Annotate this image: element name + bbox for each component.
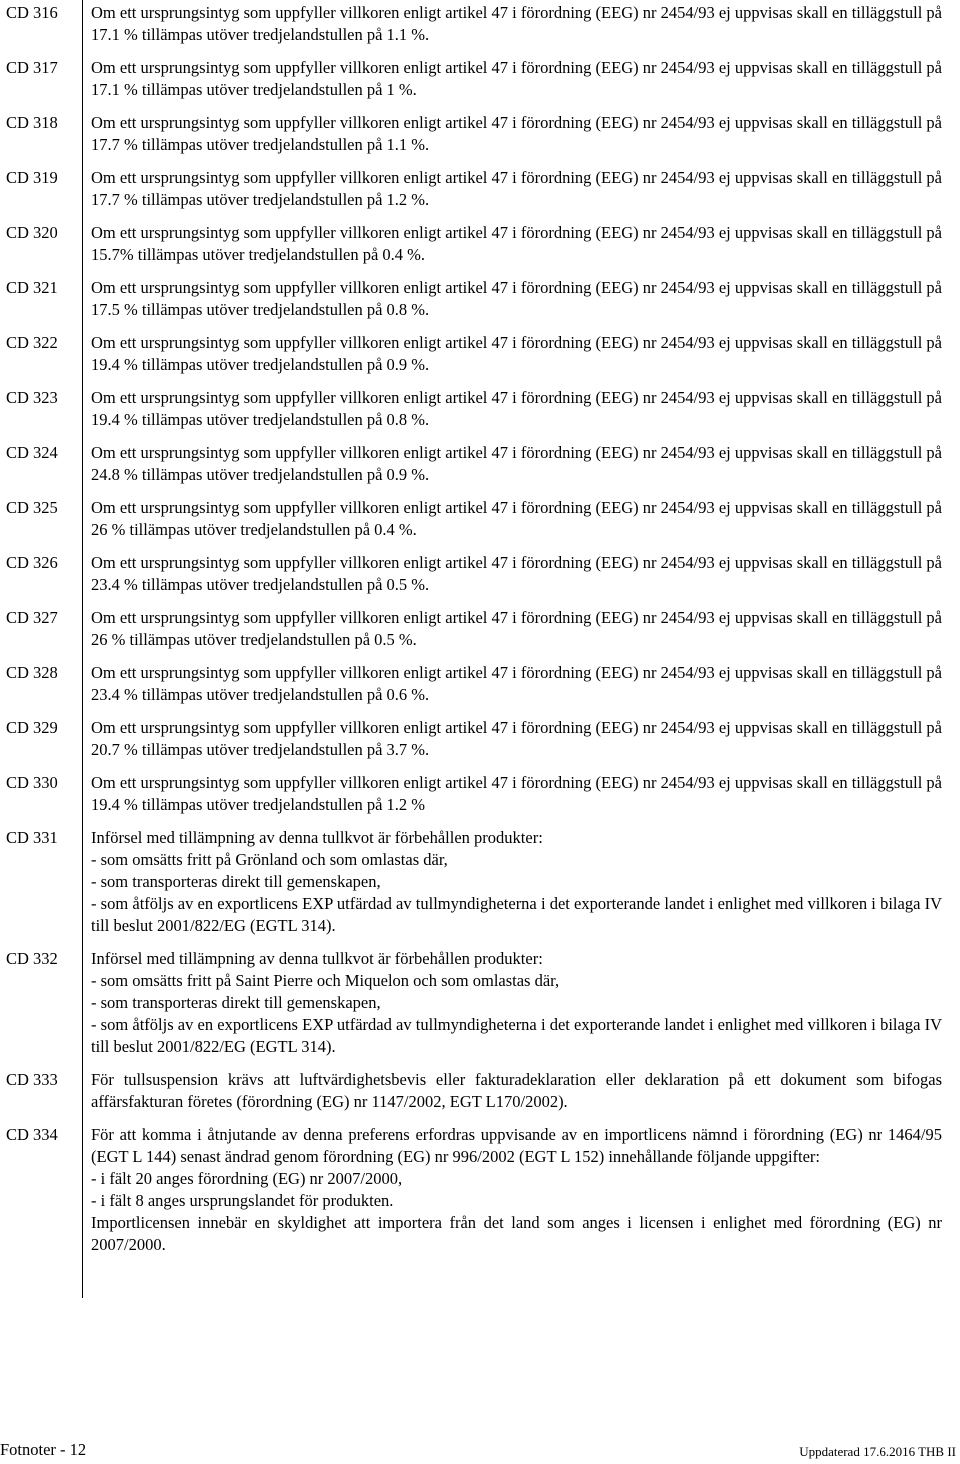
- table-row: [0, 772, 960, 816]
- footnote-text-line: Om ett ursprungsintyg som uppfyller villkoren enligt artikel 47 i förordning (EEG) nr 2454/93 ej uppvisas skall en tilläggstull på 24.8 % tillämpas utöver tredjelandstullen på 0.9 %.: [91, 443, 942, 484]
- footnote-text: [82, 222, 942, 266]
- footnote-text: [82, 2, 942, 46]
- page-label: Fotnoter - 12: [0, 1440, 87, 1459]
- footnote-text: [82, 772, 942, 816]
- footnote-text-line: - som omsätts fritt på Grönland och som omlastas där,: [91, 850, 448, 869]
- table-row: [0, 2, 960, 46]
- footnote-text: [82, 387, 942, 431]
- footnote-text-line: Om ett ursprungsintyg som uppfyller villkoren enligt artikel 47 i förordning (EEG) nr 2454/93 ej uppvisas skall en tilläggstull på 20.7 % tillämpas utöver tredjelandstullen på 3.7 %.: [91, 718, 942, 759]
- footnote-text-line: - som transporteras direkt till gemenskapen,: [91, 872, 381, 891]
- footnote-code: CD 317: [6, 58, 58, 77]
- footnote-text: [82, 277, 942, 321]
- updated-date: Uppdaterad 17.6.2016 THB II: [799, 1444, 956, 1459]
- footnote-code: CD 326: [6, 553, 58, 572]
- footnote-code: CD 322: [6, 333, 58, 352]
- footnote-text-line: Importlicensen innebär en skyldighet att importera från det land som anges i licensen i enlighet med förordning (EG) nr 2007/2000.: [91, 1213, 942, 1254]
- table-row: [0, 607, 960, 651]
- footnote-text-line: Om ett ursprungsintyg som uppfyller villkoren enligt artikel 47 i förordning (EEG) nr 2454/93 ej uppvisas skall en tilläggstull på 17.1 % tillämpas utöver tredjelandstullen på 1.1 %.: [91, 3, 942, 44]
- footnote-text: [82, 442, 942, 486]
- footnote-code: CD 333: [6, 1070, 58, 1089]
- footnote-text: [82, 552, 942, 596]
- footnote-text-line: - som transporteras direkt till gemenskapen,: [91, 993, 381, 1012]
- footnote-text-line: - som omsätts fritt på Saint Pierre och Miquelon och som omlastas där,: [91, 971, 560, 990]
- footnote-text-line: Om ett ursprungsintyg som uppfyller villkoren enligt artikel 47 i förordning (EEG) nr 2454/93 ej uppvisas skall en tilläggstull på 17.5 % tillämpas utöver tredjelandstullen på 0.8 %.: [91, 278, 942, 319]
- footnote-code: CD 332: [6, 949, 58, 968]
- table-row: [0, 497, 960, 541]
- footnote-text-line: - i fält 8 anges ursprungslandet för produkten.: [91, 1191, 394, 1210]
- footnote-code: CD 321: [6, 278, 58, 297]
- footnote-text: [82, 1069, 942, 1113]
- footnote-text: [82, 827, 942, 937]
- footnote-code: CD 318: [6, 113, 58, 132]
- table-row: [0, 1124, 960, 1256]
- footnote-code: CD 328: [6, 663, 58, 682]
- footnote-text-line: Om ett ursprungsintyg som uppfyller villkoren enligt artikel 47 i förordning (EEG) nr 2454/93 ej uppvisas skall en tilläggstull på 23.4 % tillämpas utöver tredjelandstullen på 0.6 %.: [91, 663, 942, 704]
- footnote-text-line: För att komma i åtnjutande av denna preferens erfordras uppvisande av en importlicens nämnd i förordning (EG) nr 1464/95 (EGT L 144) senast ändrad genom förordning (EG) nr 996/2002 (EGT L 152) innehållande följande uppgifter:: [91, 1125, 942, 1166]
- table-row: [0, 277, 960, 321]
- table-row: [0, 442, 960, 486]
- footnote-text-line: Om ett ursprungsintyg som uppfyller villkoren enligt artikel 47 i förordning (EEG) nr 2454/93 ej uppvisas skall en tilläggstull på 15.7% tillämpas utöver tredjelandstullen på 0.4 %.: [91, 223, 942, 264]
- table-row: [0, 552, 960, 596]
- footnote-code: CD 320: [6, 223, 58, 242]
- table-row: [0, 827, 960, 937]
- footnote-text-line: Om ett ursprungsintyg som uppfyller villkoren enligt artikel 47 i förordning (EEG) nr 2454/93 ej uppvisas skall en tilläggstull på 19.4 % tillämpas utöver tredjelandstullen på 0.9 %.: [91, 333, 942, 374]
- footnote-text: [82, 332, 942, 376]
- footnote-text: [82, 662, 942, 706]
- footnote-text-line: - som åtföljs av en exportlicens EXP utfärdad av tullmyndigheterna i det exporterande landet i enlighet med villkoren i bilaga IV till beslut 2001/822/EG (EGTL 314).: [91, 1015, 942, 1056]
- footnote-text-line: Om ett ursprungsintyg som uppfyller villkoren enligt artikel 47 i förordning (EEG) nr 2454/93 ej uppvisas skall en tilläggstull på 19.4 % tillämpas utöver tredjelandstullen på 1.2 %: [91, 773, 942, 814]
- table-row: [0, 222, 960, 266]
- footnote-text: [82, 167, 942, 211]
- footnote-code: CD 316: [6, 3, 58, 22]
- footnote-text-line: Införsel med tillämpning av denna tullkvot är förbehållen produkter:: [91, 949, 543, 968]
- footnote-text-line: Om ett ursprungsintyg som uppfyller villkoren enligt artikel 47 i förordning (EEG) nr 2454/93 ej uppvisas skall en tilläggstull på 26 % tillämpas utöver tredjelandstullen på 0.4 %.: [91, 498, 942, 539]
- footnote-text-line: Om ett ursprungsintyg som uppfyller villkoren enligt artikel 47 i förordning (EEG) nr 2454/93 ej uppvisas skall en tilläggstull på 17.7 % tillämpas utöver tredjelandstullen på 1.1 %.: [91, 113, 942, 154]
- footnote-code: CD 324: [6, 443, 58, 462]
- table-row: [0, 1069, 960, 1113]
- footnote-code: CD 323: [6, 388, 58, 407]
- footnote-code: CD 329: [6, 718, 58, 737]
- footnote-text-line: - i fält 20 anges förordning (EG) nr 2007/2000,: [91, 1169, 403, 1188]
- footnote-text-line: Införsel med tillämpning av denna tullkvot är förbehållen produkter:: [91, 828, 543, 847]
- footnote-text-line: Om ett ursprungsintyg som uppfyller villkoren enligt artikel 47 i förordning (EEG) nr 2454/93 ej uppvisas skall en tilläggstull på 23.4 % tillämpas utöver tredjelandstullen på 0.5 %.: [91, 553, 942, 594]
- footnote-code: CD 325: [6, 498, 58, 517]
- table-row: [0, 717, 960, 761]
- footnote-code: CD 331: [6, 828, 58, 847]
- footnote-code: CD 334: [6, 1125, 58, 1144]
- footnote-text: [82, 1124, 942, 1256]
- table-row: [0, 387, 960, 431]
- table-row: [0, 167, 960, 211]
- footnote-text: [82, 57, 942, 101]
- footnote-text-line: Om ett ursprungsintyg som uppfyller villkoren enligt artikel 47 i förordning (EEG) nr 2454/93 ej uppvisas skall en tilläggstull på 17.1 % tillämpas utöver tredjelandstullen på 1 %.: [91, 58, 942, 99]
- table-row: [0, 332, 960, 376]
- footnote-text: [82, 948, 942, 1058]
- footnote-text: [82, 607, 942, 651]
- table-row: [0, 112, 960, 156]
- footnote-code: CD 330: [6, 773, 58, 792]
- footnote-text: [82, 497, 942, 541]
- table-row: [0, 948, 960, 1058]
- footnote-text-line: Om ett ursprungsintyg som uppfyller villkoren enligt artikel 47 i förordning (EEG) nr 2454/93 ej uppvisas skall en tilläggstull på 19.4 % tillämpas utöver tredjelandstullen på 0.8 %.: [91, 388, 942, 429]
- footnote-text-line: För tullsuspension krävs att luftvärdighetsbevis eller fakturadeklaration eller deklaration på ett dokument som bifogas affärsfakturan företes (förordning (EG) nr 1147/2002, EGT L170/2002).: [91, 1070, 942, 1111]
- footnote-text: [82, 112, 942, 156]
- table-row: [0, 662, 960, 706]
- footnote-text-line: Om ett ursprungsintyg som uppfyller villkoren enligt artikel 47 i förordning (EEG) nr 2454/93 ej uppvisas skall en tilläggstull på 17.7 % tillämpas utöver tredjelandstullen på 1.2 %.: [91, 168, 942, 209]
- footnote-text: [82, 717, 942, 761]
- table-row: [0, 57, 960, 101]
- footnote-code: CD 327: [6, 608, 58, 627]
- footnote-text-line: - som åtföljs av en exportlicens EXP utfärdad av tullmyndigheterna i det exporterande landet i enlighet med villkoren i bilaga IV till beslut 2001/822/EG (EGTL 314).: [91, 894, 942, 935]
- footnote-code: CD 319: [6, 168, 58, 187]
- footnote-text-line: Om ett ursprungsintyg som uppfyller villkoren enligt artikel 47 i förordning (EEG) nr 2454/93 ej uppvisas skall en tilläggstull på 26 % tillämpas utöver tredjelandstullen på 0.5 %.: [91, 608, 942, 649]
- footnote-table: [0, 2, 960, 1267]
